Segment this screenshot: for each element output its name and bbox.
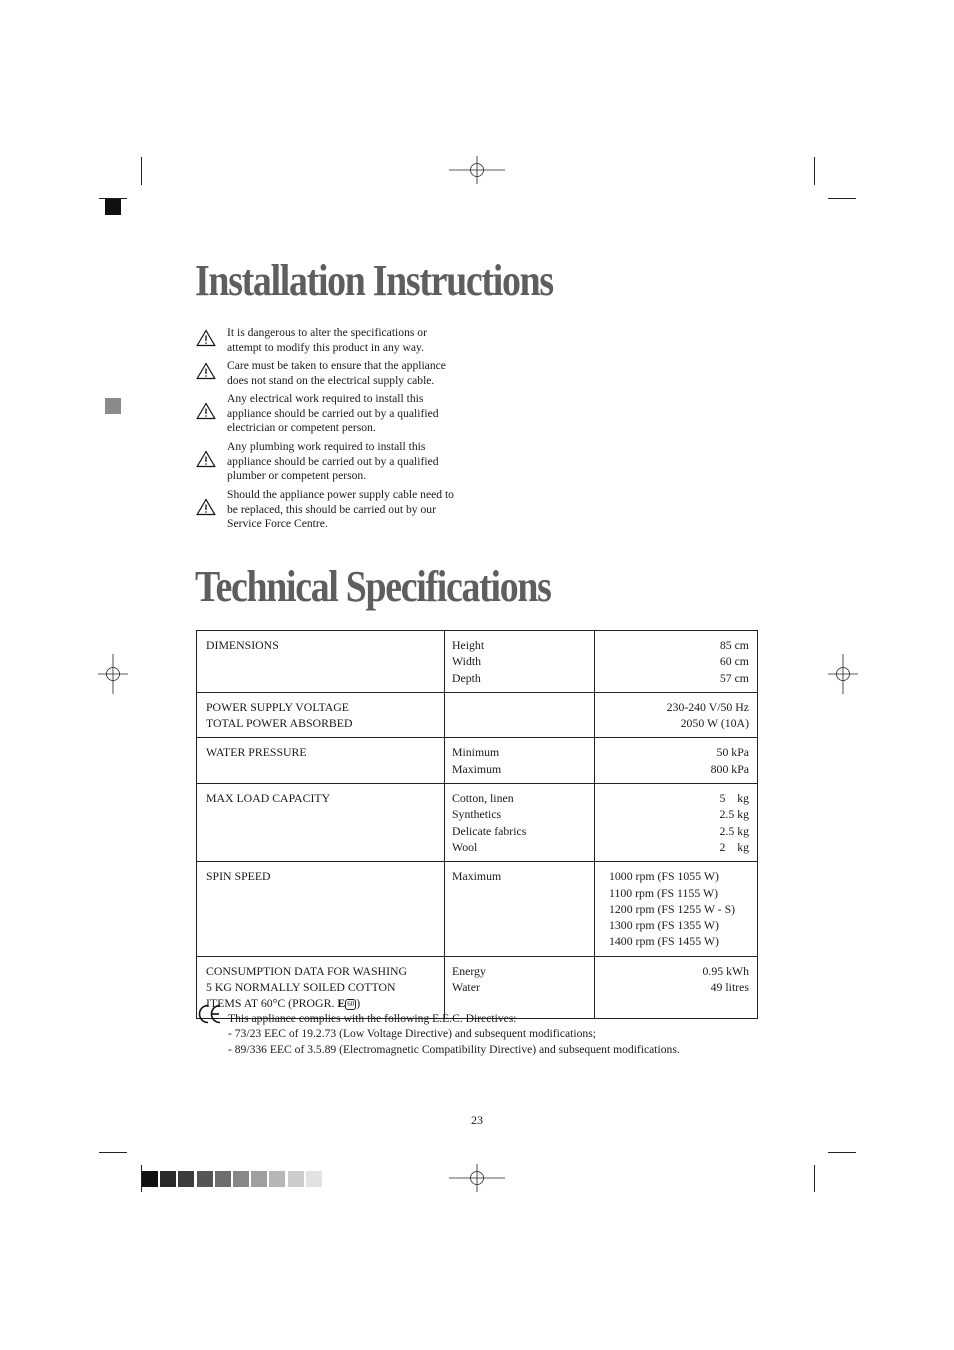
warning-triangle-icon bbox=[196, 362, 216, 380]
ce-mark-icon bbox=[198, 1003, 222, 1025]
spec-value: 1400 rpm (FS 1455 W) bbox=[609, 934, 719, 949]
color-swatch bbox=[160, 1171, 176, 1187]
spec-sublabel: Synthetics bbox=[452, 807, 502, 822]
spec-label-suffix: ) bbox=[356, 996, 361, 1011]
spec-label-cell bbox=[197, 784, 445, 862]
warning-text bbox=[227, 488, 487, 532]
spec-value: 0.95 kWh bbox=[702, 963, 749, 978]
installation-title: Installation Instructions bbox=[195, 256, 553, 305]
crop-mark bbox=[828, 1152, 856, 1153]
temperature-60-icon: 60 bbox=[347, 1000, 355, 1009]
spec-value: 57 cm bbox=[719, 670, 749, 685]
warning-text bbox=[227, 440, 487, 484]
warning-text bbox=[227, 359, 487, 388]
spec-sublabel: Wool bbox=[452, 839, 478, 854]
spec-label-cell bbox=[197, 738, 445, 784]
spec-label-cell bbox=[197, 956, 445, 1018]
spec-sublabel: Minimum bbox=[452, 745, 500, 760]
spec-label-cell bbox=[197, 692, 445, 738]
spec-row bbox=[197, 956, 758, 1018]
spec-value-cell bbox=[595, 956, 758, 1018]
warning-line: electrician or competent person. bbox=[227, 421, 376, 435]
spec-value-cell bbox=[595, 784, 758, 862]
registration-mark-icon bbox=[98, 654, 128, 694]
spec-value: 2050 W (10A) bbox=[680, 716, 749, 731]
warning-triangle-icon bbox=[196, 329, 216, 347]
spec-label: CONSUMPTION DATA FOR WASHING bbox=[206, 963, 408, 978]
spec-label bbox=[206, 995, 436, 1011]
spec-sub-cell bbox=[445, 631, 595, 693]
spec-value: 2 kg bbox=[719, 839, 749, 854]
spec-row bbox=[197, 784, 758, 862]
warning-line: plumber or competent person. bbox=[227, 469, 367, 483]
spec-label-cell bbox=[197, 862, 445, 956]
color-swatch bbox=[251, 1171, 267, 1187]
color-swatch bbox=[306, 1171, 322, 1187]
spec-value: 2.5 kg bbox=[719, 807, 749, 822]
spec-value: 49 litres bbox=[710, 980, 749, 995]
warning-text bbox=[227, 392, 487, 436]
spec-sub-cell bbox=[445, 784, 595, 862]
spec-value: 1000 rpm (FS 1055 W) bbox=[609, 869, 719, 884]
spec-label: WATER PRESSURE bbox=[206, 745, 307, 760]
color-swatch bbox=[142, 1171, 158, 1187]
spec-sublabel: Height bbox=[452, 638, 485, 652]
spec-label: 5 KG NORMALLY SOILED COTTON bbox=[206, 980, 396, 995]
spec-row bbox=[197, 631, 758, 693]
color-swatch bbox=[288, 1171, 304, 1187]
spec-sublabel: Maximum bbox=[452, 761, 502, 776]
warning-line: Care must be taken to ensure that the appliance bbox=[227, 359, 446, 372]
color-swatch bbox=[197, 1171, 213, 1187]
crop-mark bbox=[141, 157, 142, 185]
program-letter: E bbox=[337, 996, 346, 1011]
spec-label: DIMENSIONS bbox=[206, 638, 279, 652]
warning-line: attempt to modify this product in any way. bbox=[227, 340, 424, 354]
spec-sub-cell bbox=[445, 862, 595, 956]
page-number: 23 bbox=[471, 1113, 483, 1127]
spec-label-prefix: ITEMS AT 60°C (PROGR. bbox=[206, 996, 338, 1011]
warning-triangle-icon bbox=[196, 498, 216, 516]
spec-value: 5 kg bbox=[719, 791, 749, 806]
spec-value: 60 cm bbox=[719, 654, 749, 669]
warning-line: appliance should be carried out by a qualified bbox=[227, 406, 439, 420]
crop-mark bbox=[814, 157, 815, 185]
compliance-text bbox=[228, 1011, 680, 1057]
spec-value: 85 cm bbox=[719, 638, 749, 652]
spec-value: 2.5 kg bbox=[719, 823, 749, 838]
warning-line: Any electrical work required to install this bbox=[227, 392, 424, 405]
spec-value: 1100 rpm (FS 1155 W) bbox=[609, 885, 719, 900]
spec-sub-cell bbox=[445, 956, 595, 1018]
crop-mark bbox=[828, 198, 856, 199]
color-swatch bbox=[233, 1171, 249, 1187]
warning-line: does not stand on the electrical supply cable. bbox=[227, 373, 435, 387]
spec-sublabel: Width bbox=[452, 654, 482, 669]
registration-mark-icon bbox=[449, 150, 505, 190]
spec-label: POWER SUPPLY VOLTAGE bbox=[206, 699, 349, 714]
compliance-line: - 73/23 EEC of 19.2.73 (Low Voltage Directive) and subsequent modifications; bbox=[228, 1027, 596, 1041]
color-swatch bbox=[215, 1171, 231, 1187]
warning-line: Service Force Centre. bbox=[227, 517, 328, 531]
warning-line: Should the appliance power supply cable need to bbox=[227, 488, 454, 501]
color-swatch bbox=[269, 1171, 285, 1187]
spec-value-cell bbox=[595, 631, 758, 693]
spec-value: 50 kPa bbox=[716, 745, 749, 760]
compliance-line: This appliance complies with the following E.E.C. Directives: bbox=[228, 1012, 517, 1025]
warning-line: be replaced, this should be carried out by our bbox=[227, 502, 436, 516]
spec-value: 230-240 V/50 Hz bbox=[666, 699, 749, 714]
print-marker-square bbox=[105, 199, 121, 215]
spec-value-cell bbox=[595, 862, 758, 956]
spec-sublabel: Water bbox=[452, 980, 480, 995]
spec-label-cell bbox=[197, 631, 445, 693]
warning-line: It is dangerous to alter the specifications or bbox=[227, 326, 427, 339]
spec-value: 800 kPa bbox=[710, 761, 749, 776]
spec-label: TOTAL POWER ABSORBED bbox=[206, 716, 353, 731]
spec-sublabel: Depth bbox=[452, 670, 481, 685]
specifications-table bbox=[196, 630, 758, 1019]
spec-value-cell bbox=[595, 738, 758, 784]
spec-row bbox=[197, 692, 758, 738]
spec-label: MAX LOAD CAPACITY bbox=[206, 791, 331, 806]
spec-row bbox=[197, 738, 758, 784]
warning-line: Any plumbing work required to install this bbox=[227, 440, 426, 453]
color-swatch bbox=[178, 1171, 194, 1187]
warning-triangle-icon bbox=[196, 450, 216, 468]
spec-sub-cell bbox=[445, 692, 595, 738]
registration-mark-icon bbox=[449, 1158, 505, 1198]
spec-sublabel: Cotton, linen bbox=[452, 791, 514, 806]
crop-mark bbox=[99, 1152, 127, 1153]
spec-value: 1200 rpm (FS 1255 W - S) bbox=[609, 901, 736, 916]
spec-value: 1300 rpm (FS 1355 W) bbox=[609, 918, 719, 933]
warning-line: appliance should be carried out by a qualified bbox=[227, 454, 439, 468]
compliance-line: - 89/336 EEC of 3.5.89 (Electromagnetic Compatibility Directive) and subsequent modifications. bbox=[228, 1042, 680, 1056]
specifications-title: Technical Specifications bbox=[195, 562, 551, 611]
spec-sublabel: Delicate fabrics bbox=[452, 823, 527, 838]
spec-sub-cell bbox=[445, 738, 595, 784]
spec-sublabel: Maximum bbox=[452, 869, 502, 884]
warning-text bbox=[227, 326, 487, 355]
registration-mark-icon bbox=[828, 654, 858, 694]
print-marker-square bbox=[105, 398, 121, 414]
spec-value-cell bbox=[595, 692, 758, 738]
spec-label: SPIN SPEED bbox=[206, 869, 271, 884]
crop-mark bbox=[814, 1165, 815, 1192]
spec-sublabel: Energy bbox=[452, 963, 486, 978]
spec-row bbox=[197, 862, 758, 956]
warning-triangle-icon bbox=[196, 402, 216, 420]
